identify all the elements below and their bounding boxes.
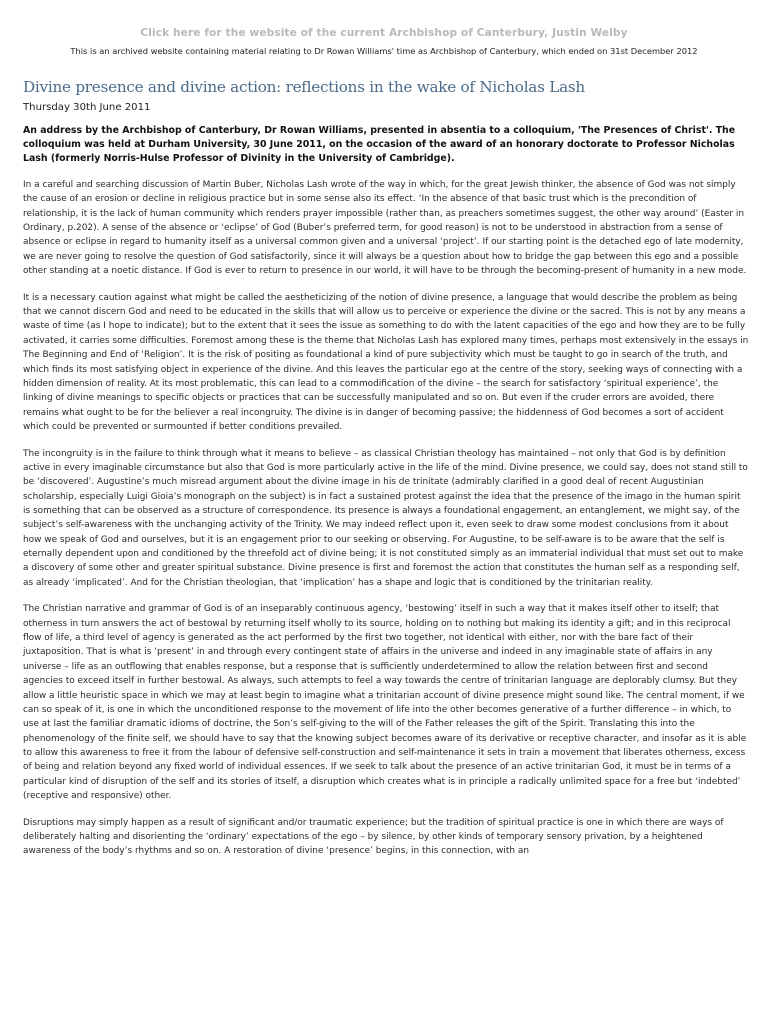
article-paragraph-5: Disruptions may simply happen as a result of significant and/or traumatic experience; but the tradition of spiritual practice is one in which there are ways of deliberately halting and disorienting the ‘ordinary’ expectations of the ego – by silence, by other kinds of temporary sensory privation, by a heightened awareness of the body’s rhythms and so on. A restoration of divine ‘presence’ begins, in this connection, with an [23, 817, 724, 857]
article-lead: An address by the Archbishop of Canterbury, Dr Rowan Williams, presented in absentia to a colloquium, 'The Presences of Christ'. The colloquium was held at Durham University, 30 June 2011, on the occasion of the award of an honorary doctorate to Professor Nicholas Lash (formerly Norris-Hulse Professor of Divinity in the University of Cambridge). [23, 125, 736, 164]
article-body [23, 178, 749, 871]
article-paragraph-1: In a careful and searching discussion of Martin Buber, Nicholas Lash wrote of the way in which, for the great Jewish thinker, the absence of God was not simply the cause of an erosion or decline in religious practice but in some sense also its effect. ‘In the absence of that basic trust which is the precondition of relationship, it is the lack of human community which renders prayer impossible (rather than, as preachers sometimes suggest, the other way around’ (Easter in Ordinary, p.202). A sense of the absence or ‘eclipse’ of God (Buber’s preferred term, for good reason) is not to be understood in abstraction from a sense of absence or eclipse in regard to humanity itself as a universal common given and a universal ‘project’. If our starting point is the detached ego of late modernity, we are never going to resolve the question of God satisfactorily, since it will always be a question about how to bridge the gap between this ego and a possible other standing at a noetic distance. If God is ever to return to presence in our world, it will have to be through the becoming-present of humanity in a new mode. [23, 180, 747, 277]
archive-notice: This is an archived website containing material relating to Dr Rowan Williams' time as Archbishop of Canterbury, which ended on 31st December 2012 [70, 46, 698, 56]
article-title: Divine presence and divine action: reflections in the wake of Nicholas Lash [23, 78, 585, 96]
article-paragraph-4: The Christian narrative and grammar of God is of an inseparably continuous agency, ‘bestowing’ itself in such a way that it makes itself other to itself; that otherness in turn answers the act of bestowal by returning itself wholly to its source, holding on to nothing but making its identity a gift; and in this reciprocal flow of life, a third level of agency is generated as the act performed by the first two together, not identical with either, nor with the bare fact of their juxtaposition. That is what is ‘present’ in and through every contingent state of affairs in the universe and indeed in any imaginable state of affairs in any universe – life as an outflowing that enables response, but a response that is sufficiently underdetermined to allow the relation between first and second agencies to exceed itself in further bestowal. As always, such attempts to feel a way towards the centre of trinitarian language are deplorably clumsy. But they allow a little heuristic space in which we may at least begin to imagine what a trinitarian account of divine presence might sound like. The central moment, if we can so speak of it, is one in which the unconditioned response to the movement of life into the other becomes generative of a further difference – in which, to use at last the familiar dramatic idioms of doctrine, the Son’s self-giving to the will of the Father releases the gift of the Spirit. Translating this into the phenomenology of the finite self, we should have to say that the knowing subject becomes aware of its derivative or receptive character, and insofar as it is able to allow this awareness to free it from the labour of defensive self-construction and self-maintenance it sets in train a movement that liberates otherness, excess of being and relation beyond any fixed world of individual essences. If we seek to talk about the presence of an active trinitarian God, it must be in terms of a particular kind of disruption of the self and its stories of itself, a disruption which creates what is in principle a radically unlimited space for a free but ‘indebted’ (receptive and responsive) other. [23, 604, 747, 801]
current-archbishop-link[interactable]: Click here for the website of the current Archbishop of Canterbury, Justin Welby [140, 27, 628, 39]
article-paragraph-3: The incongruity is in the failure to think through what it means to believe – as classical Christian theology has maintained – not only that God is by definition active in every imaginable circumstance but also that God is more particularly active in the life of the mind. Divine presence, we could say, does not stand still to be ‘discovered’. Augustine’s much misread argument about the divine image in his de trinitate (admirably clarified in a good deal of recent Augustinian scholarship, especially Luigi Gioia’s monograph on the subject) is in fact a sustained protest against the idea that the presence of the imago in the human spirit is something that can be observed as a structure of correspondence. Its presence is always a foundational engagement, an entanglement, we might say, of the subject’s self-awareness with the unchanging activity of the Trinity. We may indeed reflect upon it, even seek to draw some modest conclusions from it about how we speak of God and ourselves, but it is an engagement prior to our seeking or observing. For Augustine, to be self-aware is to be aware that the self is eternally dependent upon and conditioned by the threefold act of divine being; it is not constituted simply as an immaterial individual that must set out to make a discovery of some other and greater spiritual substance. Divine presence is first and foremost the action that constitutes the human self as a responding self, as already ‘implicated’. And for the Christian theologian, that ‘implication’ has a shape and logic that is conditioned by the trinitarian reality. [23, 448, 748, 588]
article-date: Thursday 30th June 2011 [23, 102, 151, 113]
article-paragraph-2: It is a necessary caution against what might be called the aestheticizing of the notion of divine presence, a language that would describe the problem as being that we cannot discern God and need to be educated in the skills that will allow us to perceive or experience the divine or the sacred. This is not by any means a waste of time (as I hope to indicate); but to the extent that it sees the issue as something to do with the latent capacities of the ego and how they are to be fully activated, it carries some difficulties. Foremost among these is the theme that Nicholas Lash has explored many times, perhaps most extensively in the essays in The Beginning and End of ‘Religion’. It is the risk of positing as foundational a kind of pure subjectivity which must be taught to go in search of the truth, and which finds its most satisfying object in experience of the divine. And this leaves the particular ego at the centre of the story, seeking ways of connecting with a hidden dimension of reality. At its most problematic, this can lead to a commodification of the divine – the search for satisfactory ‘spiritual experience’, the linking of divine meanings to specific objects or practices that can be successfully manipulated and so on. But even if the cruder errors are avoided, there remains what ought to be for the believer a real incongruity. The divine is in danger of becoming passive; the hiddenness of God becomes a sort of accident which could be prevented or surmounted if better conditions prevailed. [23, 292, 749, 432]
